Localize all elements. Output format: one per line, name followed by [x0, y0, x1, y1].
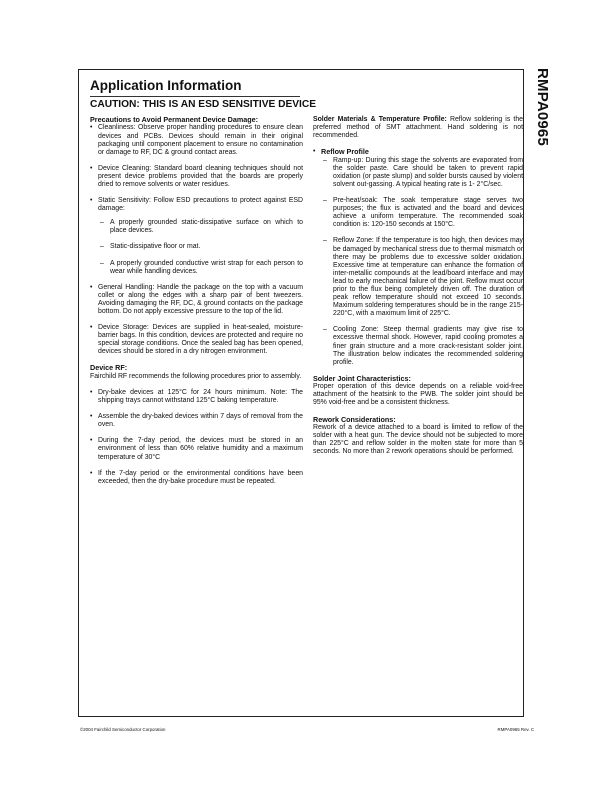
static-sensitivity-text: Static Sensitivity: Follow ESD precautions to protect against ESD damage: — [98, 197, 303, 213]
side-title-text: RMPA0965 — [534, 68, 551, 147]
list-item: • Device Cleaning: Standard board cleaning techniques should not present device problems provided that the boards are properly dried to remove solvents or water residues. — [90, 165, 303, 189]
reflow-items — [321, 157, 523, 367]
list-item: – Cooling Zone: Steep thermal gradients may give rise to excessive thermal shock. However, rapid cooling promotes a finer grain structure and a more crack-resistant solder joint. The illustration below indicates the recommended soldering profile. — [321, 326, 523, 366]
list-item: – Static-dissipative floor or mat. — [98, 243, 303, 251]
device-rf-title: Device RF: — [90, 363, 128, 373]
joint-title: Solder Joint Characteristics: — [313, 373, 411, 383]
device-rf-list — [90, 389, 303, 486]
list-item: • During the 7-day period, the devices must be stored in an environment of less than 60% relative humidity and a maximum temperature of 30°C — [90, 437, 303, 461]
list-item: • Dry-bake devices at 125°C for 24 hours minimum. Note: The shipping trays cannot withstand 125°C baking temperature. — [90, 389, 303, 405]
right-column — [313, 116, 523, 464]
reflow-list — [313, 148, 523, 367]
list-item: • Assemble the dry-baked devices within 7 days of removal from the oven. — [90, 413, 303, 429]
list-item: • General Handling: Handle the package on the top with a vacuum collet or along the edges with a sharp pair of bent tweezers. Avoiding damaging the RF, DC, & ground contacts on the package bottom. Do not apply excessive pressure to the top of the lid. — [90, 284, 303, 316]
list-item: • Cleanliness: Observe proper handling procedures to ensure clean devices and PCBs. Devices should remain in their original packaging until component placement to ensure no contamination or damage to RF, DC & ground contact areas. — [90, 124, 303, 156]
esd-list — [98, 219, 303, 275]
reflow-title: • Reflow Profile — [321, 147, 369, 157]
list-item: – A properly grounded conductive wrist strap for each person to wear while handling devices. — [98, 260, 303, 276]
list-item: – Reflow Zone: If the temperature is too high, then devices may be damaged by mechanical stress due to thermal mismatch or there may be problems due to excessive solder oxidation. Excessive time at temperature can enhance the formation of inter-metallic compounds at the lead/board interface and may lead to early mechanical failure of the joint. Reflow must occur prior to the flux being completely driven off. The duration of peak reflow temperature should not exceed 10 seconds. Maximum soldering temperatures should be in the range 215-220°C, with a maximum limit of 225°C. — [321, 237, 523, 318]
list-item — [90, 197, 303, 276]
list-item: • Device Storage: Devices are supplied in heat-sealed, moisture-barrier bags. In this condition, devices are protected and require no special storage conditions. Once the sealed bag has been opened, devices should be stored in a dry nitrogen environment. — [90, 324, 303, 356]
solder-text: Reflow soldering is the preferred method of SMT attachment. Hand soldering is not recommended. — [313, 116, 523, 140]
rework-title: Rework Considerations: — [313, 414, 396, 424]
list-item: • If the 7-day period or the environmental conditions have been exceeded, then the dry-bake procedure must be repeated. — [90, 470, 303, 486]
page-heading: Application Information — [90, 78, 242, 93]
caution-heading: CAUTION: THIS IS AN ESD SENSITIVE DEVICE — [90, 99, 317, 110]
list-item: – A properly grounded static-dissipative surface on which to place devices. — [98, 219, 303, 235]
precautions-list — [90, 124, 303, 356]
left-column — [90, 116, 303, 494]
list-item: – Ramp-up: During this stage the solvents are evaporated from the solder paste. Care should be taken to prevent rapid oxidation (or paste slump) and solder bursts caused by violent solvent out-gassing. A typical heating rate is 1- 2°C/sec. — [321, 157, 523, 189]
list-item — [313, 148, 523, 367]
footer-revision: RMPA0965 Rev. C — [497, 727, 534, 732]
rework-text: Rework of a device attached to a board is limited to reflow of the solder with a heat gun. The device should not be subjected to more than 225°C and reflow solder in the molten state for more than 5 seconds. No more than 2 rework operations should be performed. — [313, 423, 523, 456]
footer-copyright: ©2004 Fairchild Semiconductor Corporation — [80, 727, 166, 732]
solder-paragraph — [313, 116, 523, 140]
list-item: – Pre-heat/soak: The soak temperature stage serves two purposes; the flux is activated and the board and devices achieve a uniform temperature. The recommended soak condition is: 120-150 seconds at 150°C. — [321, 197, 523, 229]
precautions-title: Precautions to Avoid Permanent Device Damage: — [90, 115, 259, 124]
side-title — [529, 68, 551, 168]
device-rf-intro: Fairchild RF recommends the following procedures prior to assembly. — [90, 372, 302, 380]
heading-rule — [90, 96, 300, 97]
joint-text: Proper operation of this device depends on a reliable void-free attachment of the heatsink to the PWB. The solder joint should be 95% void-free and be a consistent thickness. — [313, 383, 523, 407]
solder-title: Solder Materials & Temperature Profile: — [313, 116, 447, 123]
